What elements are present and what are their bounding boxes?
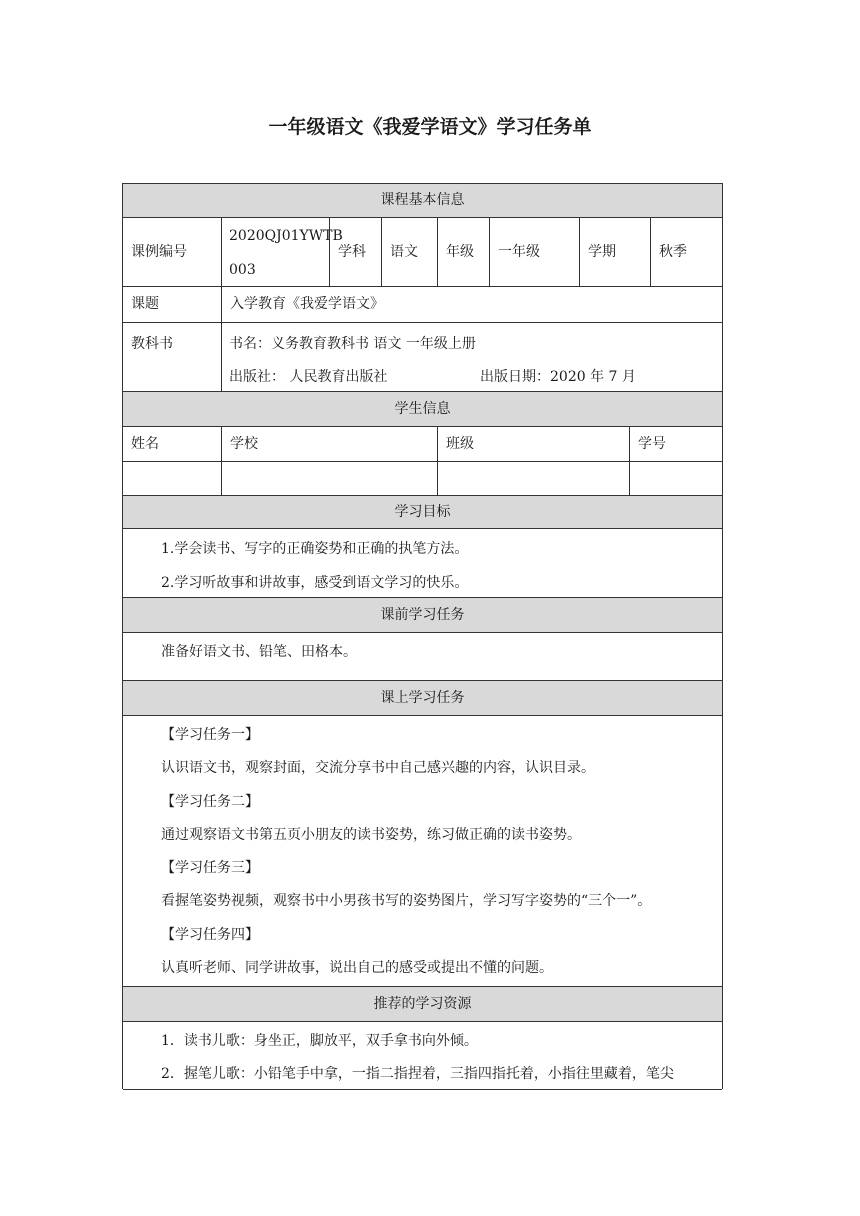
objectives-header xyxy=(123,496,722,529)
case-no-line2: 003 xyxy=(229,262,256,278)
textbook-label xyxy=(123,323,221,391)
term-label: 学期 xyxy=(579,218,650,286)
course-info-header xyxy=(123,184,722,218)
subject-label: 学科 xyxy=(329,218,381,286)
book-name: 书名：义务教育教科书 语文 一年级上册 xyxy=(229,336,476,352)
pre-class-text: 准备好语文书、铅笔、田格本。 xyxy=(161,644,357,660)
school-field[interactable] xyxy=(221,462,437,495)
class-field[interactable] xyxy=(437,462,629,495)
pre-class-header xyxy=(123,598,722,633)
case-no-label: 课例编号 xyxy=(131,244,187,260)
name-label: 姓名 xyxy=(131,436,159,452)
case-no-line1: 2020QJ01YWTB xyxy=(229,228,343,244)
case-no-value xyxy=(221,218,343,286)
student-info-header xyxy=(123,392,722,427)
task-label: 【学习任务二】 xyxy=(161,794,259,810)
course-info-header-label: 课程基本信息 xyxy=(380,192,465,208)
objectives-header-label: 学习目标 xyxy=(394,504,451,520)
term-value: 秋季 xyxy=(650,218,722,286)
case-info-row xyxy=(123,218,722,287)
task-text: 认识语文书，观察封面，交流分享书中自己感兴趣的内容，认识目录。 xyxy=(161,760,595,776)
student-values-row xyxy=(123,462,722,496)
in-class-header xyxy=(123,681,722,716)
page-title: 一年级语文《我爱学语文》学习任务单 xyxy=(268,116,592,138)
grade-value: 一年级 xyxy=(489,218,579,286)
resource-item: 1．读书儿歌：身坐正，脚放平，双手拿书向外倾。 xyxy=(161,1033,478,1049)
class-label: 班级 xyxy=(437,427,629,461)
topic-row xyxy=(123,287,722,323)
grade-label: 年级 xyxy=(437,218,489,286)
in-class-header-label: 课上学习任务 xyxy=(380,690,465,706)
task-text: 看握笔姿势视频，观察书中小男孩书写的姿势图片，学习写字姿势的“三个一”。 xyxy=(161,893,652,909)
resources-header xyxy=(123,987,722,1022)
name-field[interactable] xyxy=(123,462,221,495)
task-text: 通过观察语文书第五页小朋友的读书姿势，练习做正确的读书姿势。 xyxy=(161,827,581,843)
resources-body xyxy=(123,1022,722,1090)
objective-item: 1.学会读书、写字的正确姿势和正确的执笔方法。 xyxy=(161,541,469,557)
in-class-body xyxy=(123,716,722,987)
topic-label: 课题 xyxy=(131,296,159,312)
task-sheet-table xyxy=(122,183,723,1089)
publisher: 出版社： 人民教育出版社 xyxy=(229,369,388,385)
publish-date: 出版日期：2020 年 7 月 xyxy=(480,369,636,385)
student-labels-row xyxy=(123,427,722,462)
resources-header-label: 推荐的学习资源 xyxy=(373,996,472,1012)
school-label: 学校 xyxy=(221,427,437,461)
task-text: 认真听老师、同学讲故事，说出自己的感受或提出不懂的问题。 xyxy=(161,960,553,976)
textbook-label-text: 教科书 xyxy=(131,336,173,352)
task-label: 【学习任务四】 xyxy=(161,927,259,943)
textbook-row xyxy=(123,323,722,392)
objectives-body xyxy=(123,529,722,598)
task-label: 【学习任务一】 xyxy=(161,727,259,743)
textbook-details xyxy=(221,323,722,391)
topic-value: 入学教育《我爱学语文》 xyxy=(221,287,722,322)
task-label: 【学习任务三】 xyxy=(161,860,259,876)
pre-class-body xyxy=(123,633,722,681)
student-id-label: 学号 xyxy=(629,427,722,461)
student-info-header-label: 学生信息 xyxy=(394,401,451,417)
resource-item: 2．握笔儿歌：小铅笔手中拿，一指二指捏着，三指四指托着，小指往里藏着，笔尖 xyxy=(161,1066,674,1082)
objective-item: 2.学习听故事和讲故事，感受到语文学习的快乐。 xyxy=(161,575,469,591)
pre-class-header-label: 课前学习任务 xyxy=(380,607,465,623)
student-id-field[interactable] xyxy=(629,462,722,495)
subject-value: 语文 xyxy=(381,218,437,286)
